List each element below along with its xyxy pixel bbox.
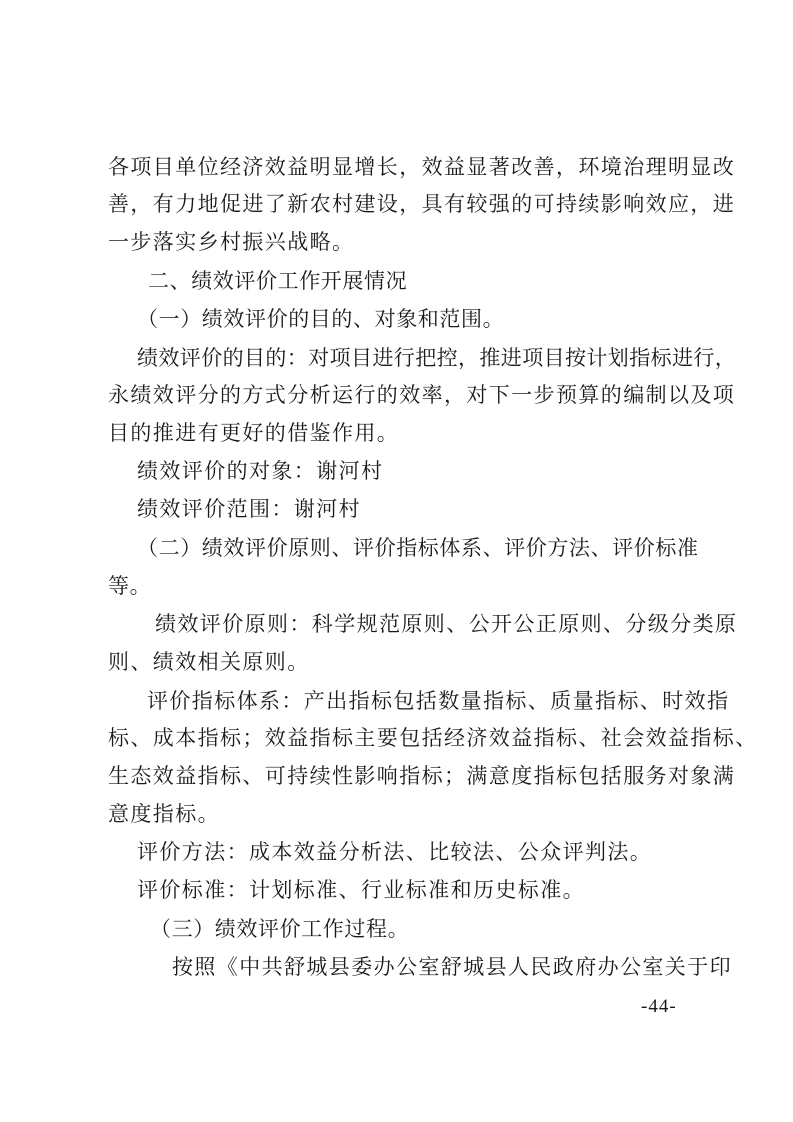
- subsection-heading: （三）绩效评价工作过程。: [150, 917, 410, 941]
- body-text-line: 按照《中共舒城县委办公室舒城县人民政府办公室关于印: [172, 955, 732, 979]
- body-text-line: 一步落实乡村振兴战略。: [108, 230, 355, 254]
- body-text-line: 绩效评价的目的：对项目进行把控，推进项目按计划指标进行，: [137, 346, 737, 370]
- body-text-line: 绩效评价的对象：谢河村: [137, 459, 384, 483]
- subsection-heading: （一）绩效评价的目的、对象和范围。: [137, 307, 505, 331]
- body-text-line: 评价指标体系：产出指标包括数量指标、质量指标、时效指: [147, 689, 730, 713]
- body-text-line: 标、成本指标；效益指标主要包括经济效益指标、社会效益指标、: [108, 726, 758, 750]
- body-text-line: 则、绩效相关原则。: [108, 650, 310, 674]
- subsection-heading-continued: 等。: [108, 574, 152, 598]
- body-text-line: 绩效评价原则：科学规范原则、公开公正原则、分级分类原: [155, 612, 738, 636]
- body-text-line: 意度指标。: [108, 802, 220, 826]
- body-text-line: 评价标准：计划标准、行业标准和历史标准。: [137, 878, 585, 902]
- body-text-line: 各项目单位经济效益明显增长，效益显著改善，环境治理明显改: [108, 155, 736, 179]
- page-number: -44-: [641, 996, 677, 1017]
- body-text-line: 永绩效评分的方式分析运行的效率，对下一步预算的编制以及项: [108, 383, 736, 407]
- body-text-line: 评价方法：成本效益分析法、比较法、公众评判法。: [137, 840, 653, 864]
- body-text-line: 目的推进有更好的借鉴作用。: [108, 421, 400, 445]
- subsection-heading: （二）绩效评价原则、评价指标体系、评价方法、评价标准: [137, 536, 699, 560]
- body-text-line: 善，有力地促进了新农村建设，具有较强的可持续影响效应，进: [108, 192, 736, 216]
- body-text-line: 绩效评价范围：谢河村: [137, 497, 361, 521]
- section-heading: 二、绩效评价工作开展情况: [148, 269, 408, 293]
- body-text-line: 生态效益指标、可持续性影响指标；满意度指标包括服务对象满: [108, 764, 736, 788]
